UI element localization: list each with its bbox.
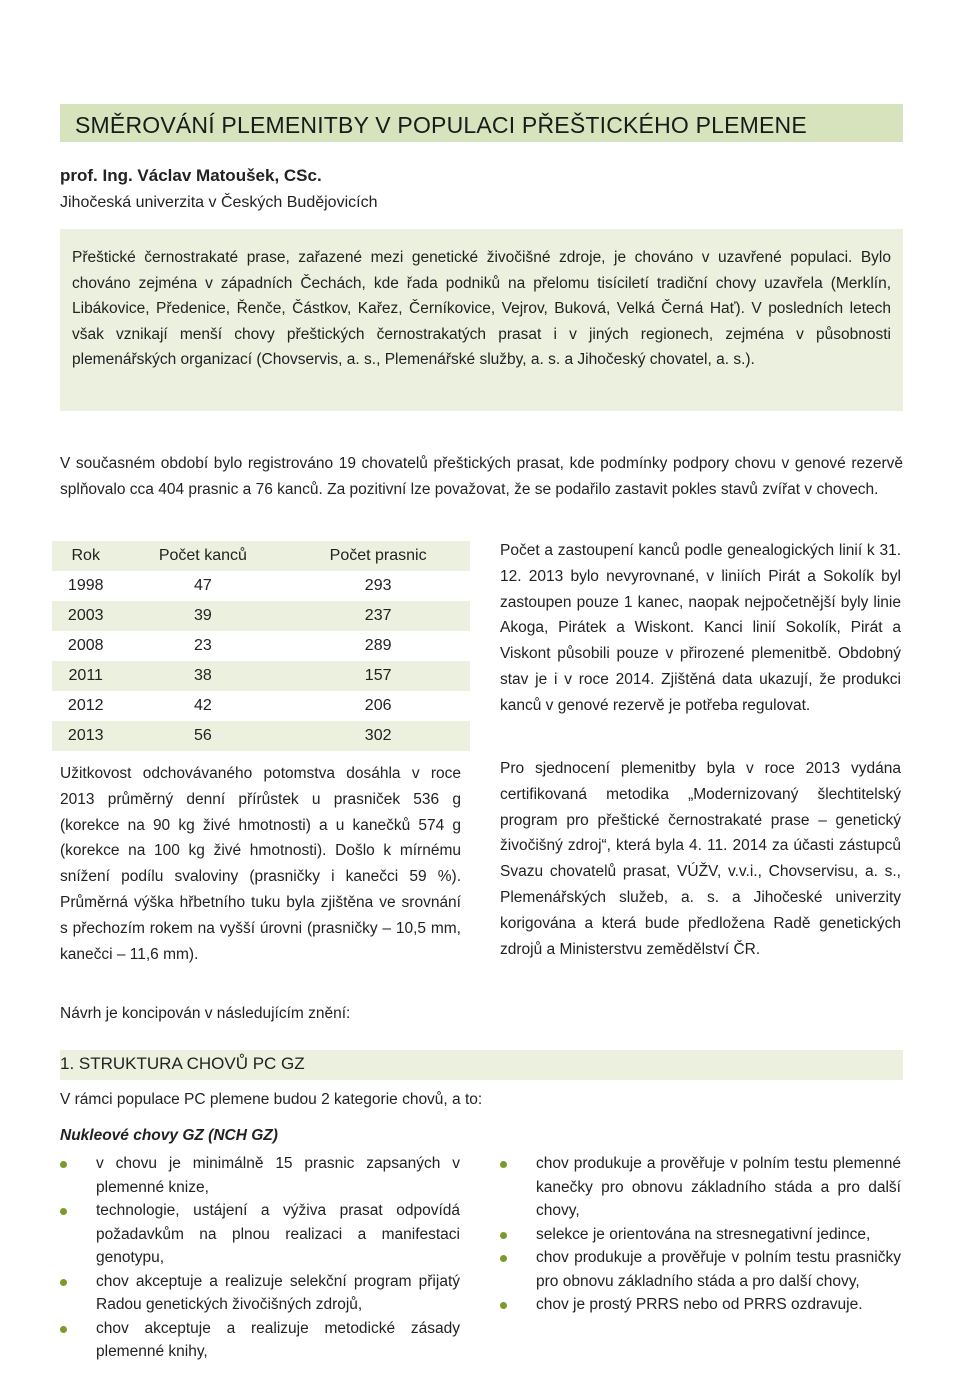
section-intro: V rámci populace PC plemene budou 2 kategorie chovů, a to: (60, 1091, 483, 1108)
section-heading: 1. STRUKTURA CHOVŮ PC GZ (60, 1054, 305, 1073)
list-item: selekce je orientována na stresnegativní jedince, (500, 1223, 901, 1247)
table-cell: 42 (193, 697, 212, 714)
table-cell: 2013 (67, 727, 104, 744)
table-cell: 2008 (67, 637, 104, 654)
bullet-icon (500, 1161, 507, 1168)
table-row (52, 631, 470, 661)
list-item: chov je prostý PRRS nebo od PRRS ozdravuje. (500, 1293, 901, 1317)
table-cell: 302 (364, 727, 392, 744)
table-cell: 39 (193, 607, 212, 624)
table-cell: 289 (364, 637, 392, 654)
table-cell: 2012 (67, 697, 104, 714)
table-row (52, 661, 470, 691)
paragraph-methodology: Pro sjednocení plemenitby byla v roce 2013 vydána certifikovaná metodika „Modernizovaný šlechtitelský program pro přeštické černostrakaté prase – genetický živočišný zdroj“, která byla 4. 11. 2014 za účasti zástupců Svazu chovatelů prasat, VÚŽV, v.v.i., Chovservisu, a. s., Plemenářských služeb, a. s. a Jihočeské univerzity korigována a která bude předložena Radě genetických zdrojů a Ministerstvu zemědělství ČR. (500, 760, 901, 958)
table-cell: 56 (193, 727, 212, 744)
bullet-icon (500, 1302, 507, 1309)
requirements-list-left (60, 1152, 460, 1364)
list-item: chov akceptuje a realizuje selekční program přijatý Radou genetických živočišných zdrojů, (60, 1270, 460, 1317)
paragraph-performance: Užitkovost odchovávaného potomstva dosáhla v roce 2013 průměrný denní přírůstek u prasniček 536 g (korekce na 90 kg živé hmotnosti) a u kanečků 574 g (korekce na 100 kg živé hmotnosti). Došlo k mírnému snížení podílu svaloviny (prasničky i kanečci 59 %). Průměrná výška hřbetního tuku byla zjištěna ve srovnání s přechozím rokem na vyšší úrovni (prasničky – 10,5 mm, kanečci – 11,6 mm). (60, 765, 461, 963)
table-cell: 2011 (68, 667, 103, 684)
paragraph-registered-breeders: V současném období bylo registrováno 19 chovatelů přeštických prasat, kde podmínky podpory chovu v genové rezervě splňovalo cca 404 prasnic a 76 kanců. Za pozitivní lze považovat, že se podařilo zastavit pokles stavů zvířat v chovech. (60, 455, 903, 498)
table-cell: 23 (193, 637, 212, 654)
table-cell: 206 (364, 697, 392, 714)
paragraph-genealogical-lines: Počet a zastoupení kanců podle genealogických linií k 31. 12. 2013 bylo nevyrovnané, v liniích Pirát a Sokolík byl zastoupen pouze 1 kanec, naopak nejpočetnější byly linie Akoga, Pirátek a Wiskont. Kanci linií Sokolík, Pirát a Viskont působili pouze v přirozené plemenitbě. Obdobný stav je i v roce 2014. Zjištěná data ukazují, že produkci kanců v genové rezervě je potřeba regulovat. (500, 542, 901, 714)
table-row (52, 721, 470, 751)
table-cell: 47 (193, 577, 212, 594)
table-header-cell: Počet prasnic (329, 547, 427, 564)
table-row (52, 601, 470, 631)
requirements-list-right (500, 1152, 901, 1317)
intro-text: Přeštické černostrakaté prase, zařazené mezi genetické živočišné zdroje, je chováno v uzavřené populaci. Bylo chováno zejména v západních Čechách, kde řada podniků na přelomu tisíciletí tradiční chovy uzavřela (Merklín, Libákovice, Předenice, Řenče, Částkov, Kařez, Černíkovice, Vejrov, Buková, Velká Černá Hať). V posledních letech však vznikají menší chovy přeštických černostrakatých prasat i v jiných regionech, zejména v působnosti plemenářských organizací (Chovservis, a. s., Plemenářské služby, a. s. a Jihočeský chovatel, a. s.). (72, 249, 891, 369)
affiliation: Jihočeská univerzita v Českých Budějovicích (60, 194, 378, 211)
list-item: chov produkuje a prověřuje v polním testu prasničky pro obnovu základního stáda a pro další chovy, (500, 1246, 901, 1293)
table-cell: 38 (193, 667, 212, 684)
page-title: SMĚROVÁNÍ PLEMENITBY V POPULACI PŘEŠTICKÉHO PLEMENE (75, 112, 807, 138)
population-table (52, 541, 470, 751)
table-row (52, 571, 470, 601)
table-cell: 237 (364, 607, 392, 624)
list-item: chov produkuje a prověřuje v polním testu plemenné kanečky pro obnovu základního stáda a pro další chovy, (500, 1152, 901, 1223)
bullet-icon (60, 1208, 67, 1215)
list-item: chov akceptuje a realizuje metodické zásady plemenné knihy, (60, 1317, 460, 1364)
list-item: technologie, ustájení a výživa prasat odpovídá požadavkům na plnou realizaci a manifestaci genotypu, (60, 1199, 460, 1270)
table-cell: 2003 (67, 607, 104, 624)
intro-box (60, 229, 903, 411)
bullet-icon (60, 1161, 67, 1168)
design-intro-line: Návrh je koncipován v následujícím znění: (60, 1005, 351, 1022)
bullet-icon (60, 1326, 67, 1333)
category-heading: Nukleové chovy GZ (NCH GZ) (60, 1127, 278, 1144)
table-cell: 1998 (67, 577, 104, 594)
table-header-cell: Počet kanců (158, 547, 247, 564)
author: prof. Ing. Václav Matoušek, CSc. (60, 166, 322, 185)
table-row (52, 691, 470, 721)
bullet-icon (60, 1279, 67, 1286)
table-cell: 157 (364, 667, 392, 684)
list-item: v chovu je minimálně 15 prasnic zapsaných v plemenné knize, (60, 1152, 460, 1199)
table-header-row (52, 541, 470, 571)
table-header-cell: Rok (71, 547, 100, 564)
bullet-icon (500, 1232, 507, 1239)
bullet-icon (500, 1255, 507, 1262)
table-cell: 293 (364, 577, 392, 594)
